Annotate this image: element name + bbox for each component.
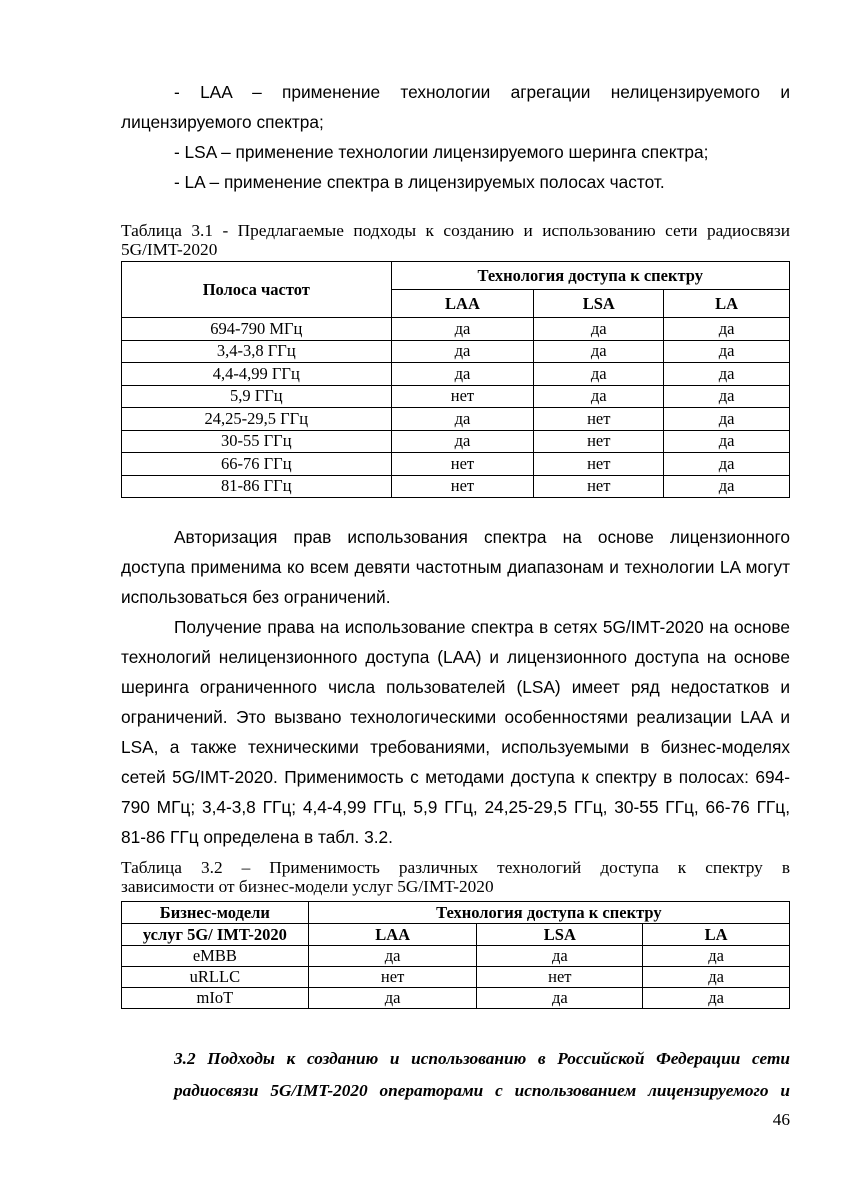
bullet-la: - LA – применение спектра в лицензируемых полосах частот.: [174, 172, 665, 192]
cell-lsa: да: [534, 385, 664, 408]
cell-lsa: нет: [477, 967, 643, 988]
cell-model: mIoT: [122, 988, 309, 1009]
cell-model: eMBB: [122, 946, 309, 967]
table2-caption-line1: Таблица 3.2 – Применимость различных технологий доступа к спектру в: [121, 858, 790, 877]
paragraph-authorization: Авторизация прав использования спектра на основе лицензионного доступа применима ко всем девяти частотным диапазонам и технологии LA могут использоваться без ограничений.: [121, 527, 790, 607]
cell-laa: да: [308, 988, 477, 1009]
table-row: [122, 988, 790, 1009]
cell-band: 66-76 ГГц: [122, 453, 392, 476]
table-row: [122, 946, 790, 967]
cell-laa: да: [391, 340, 534, 363]
table-row: [122, 430, 790, 453]
cell-la: да: [643, 946, 790, 967]
table1-caption-line1: Таблица 3.1 - Предлагаемые подходы к созданию и использованию сети радиосвязи: [121, 221, 790, 240]
cell-band: 30-55 ГГц: [122, 430, 392, 453]
section-heading: [121, 1043, 790, 1107]
cell-laa: да: [391, 408, 534, 431]
table-row: [122, 408, 790, 431]
cell-lsa: да: [477, 946, 643, 967]
table-row: [122, 363, 790, 386]
cell-lsa: да: [477, 988, 643, 1009]
table-row: [122, 340, 790, 363]
bullet-laa-line1: - LAA – применение технологии агрегации нелицензируемого и: [174, 82, 790, 102]
cell-la: да: [664, 453, 790, 476]
cell-lsa: нет: [534, 408, 664, 431]
cell-laa: нет: [391, 385, 534, 408]
cell-band: 694-790 МГц: [122, 318, 392, 341]
table2-header-laa: LAA: [308, 924, 477, 946]
bullet-laa-line2: лицензируемого спектра;: [121, 112, 324, 132]
cell-lsa: да: [534, 318, 664, 341]
table1-caption-line2: 5G/IMT-2020: [121, 240, 218, 259]
table-row: [122, 318, 790, 341]
table2-header-lsa: LSA: [477, 924, 643, 946]
cell-lsa: нет: [534, 430, 664, 453]
table1-header-lsa: LSA: [534, 290, 664, 318]
body-text: [121, 522, 790, 852]
access-method-bullets: [121, 77, 790, 197]
table2-caption-line2: зависимости от бизнес-модели услуг 5G/IMT-2020: [121, 877, 494, 896]
table1-header-group: Технология доступа к спектру: [391, 262, 789, 290]
cell-la: да: [664, 363, 790, 386]
cell-lsa: нет: [534, 453, 664, 476]
table-row: [122, 385, 790, 408]
table1-header-row: [122, 262, 790, 290]
page-number: 46: [772, 1110, 790, 1129]
table2: [121, 901, 790, 1009]
cell-lsa: нет: [534, 475, 664, 498]
cell-band: 3,4-3,8 ГГц: [122, 340, 392, 363]
table2-subheader-row: [122, 924, 790, 946]
cell-band: 81-86 ГГц: [122, 475, 392, 498]
cell-lsa: да: [534, 340, 664, 363]
section-heading-line1: 3.2 Подходы к созданию и использованию в Российской Федерации сети: [174, 1049, 790, 1068]
cell-laa: да: [391, 430, 534, 453]
cell-laa: нет: [391, 475, 534, 498]
table1-caption: [121, 221, 790, 259]
table-row: [122, 967, 790, 988]
cell-band: 4,4-4,99 ГГц: [122, 363, 392, 386]
cell-laa: да: [391, 363, 534, 386]
cell-laa: нет: [391, 453, 534, 476]
table1-header-la: LA: [664, 290, 790, 318]
bullet-lsa: - LSA – применение технологии лицензируемого шеринга спектра;: [174, 142, 709, 162]
cell-lsa: да: [534, 363, 664, 386]
table1-header-band: Полоса частот: [122, 262, 392, 318]
cell-band: 5,9 ГГц: [122, 385, 392, 408]
table2-header-model-line1: Бизнес-модели: [122, 902, 309, 924]
section-heading-line2: радиосвязи 5G/IMT-2020 операторами с использованием лицензируемого и: [174, 1081, 790, 1100]
cell-laa: да: [391, 318, 534, 341]
cell-la: да: [664, 408, 790, 431]
cell-model: uRLLC: [122, 967, 309, 988]
cell-laa: нет: [308, 967, 477, 988]
table2-header-row: [122, 902, 790, 924]
cell-la: да: [643, 967, 790, 988]
cell-la: да: [664, 475, 790, 498]
table2-header-group: Технология доступа к спектру: [308, 902, 789, 924]
cell-la: да: [664, 430, 790, 453]
table1-header-laa: LAA: [391, 290, 534, 318]
cell-la: да: [664, 318, 790, 341]
table2-header-la: LA: [643, 924, 790, 946]
table2-header-model-line2: услуг 5G/ IMT-2020: [122, 924, 309, 946]
table-row: [122, 475, 790, 498]
cell-la: да: [664, 340, 790, 363]
table2-caption: [121, 858, 790, 896]
table-row: [122, 453, 790, 476]
cell-laa: да: [308, 946, 477, 967]
cell-la: да: [643, 988, 790, 1009]
cell-la: да: [664, 385, 790, 408]
table1: [121, 261, 790, 498]
paragraph-rights: Получение права на использование спектра в сетях 5G/IMT-2020 на основе технологий нелицензионного доступа (LAA) и лицензионного доступа на основе шеринга ограниченного числа пользователей (LSA) имеет ряд недостатков и ограничений. Это вызвано технологическими особенностями реализации LAA и LSA, а также техническими требованиями, используемыми в бизнес-моделях сетей 5G/IMT-2020. Применимость с методами доступа к спектру в полосах: 694-790 МГц; 3,4-3,8 ГГц; 4,4-4,99 ГГц, 5,9 ГГц, 24,25-29,5 ГГц, 30-55 ГГц, 66-76 ГГц, 81-86 ГГц определена в табл. 3.2.: [121, 617, 790, 847]
cell-band: 24,25-29,5 ГГц: [122, 408, 392, 431]
